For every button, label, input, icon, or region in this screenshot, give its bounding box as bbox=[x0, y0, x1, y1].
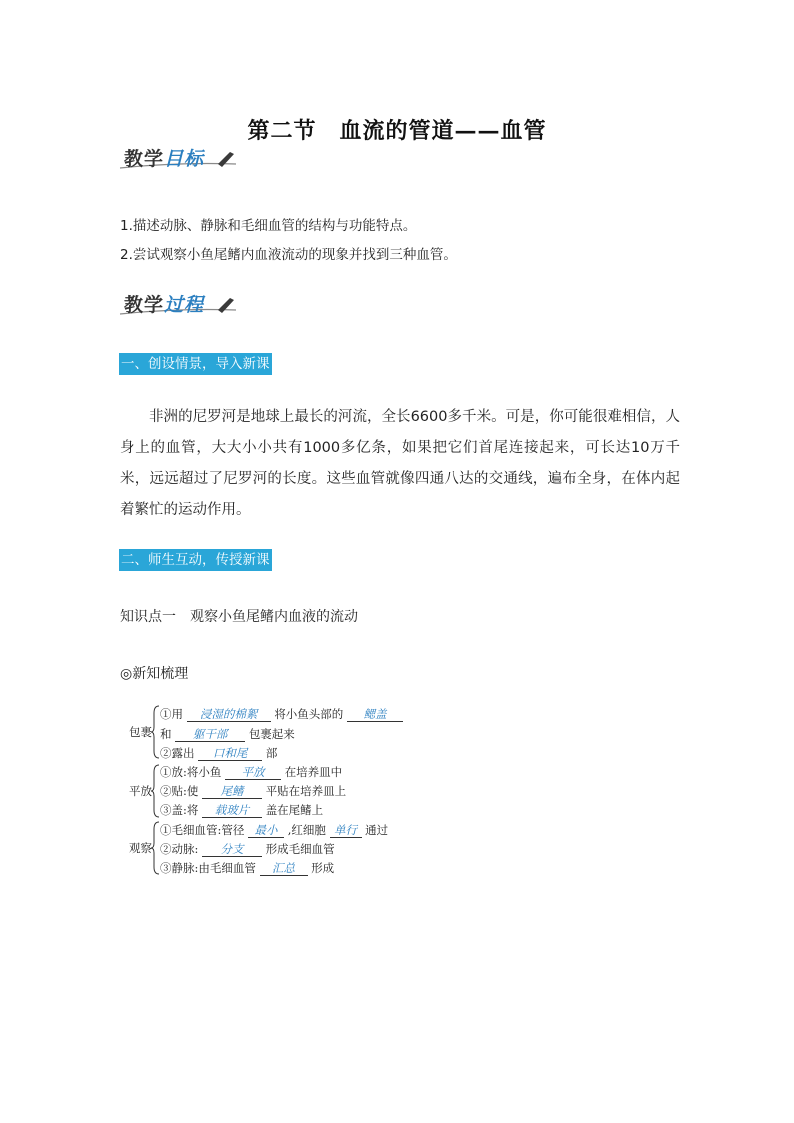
answer-blank: 汇总 bbox=[260, 861, 308, 876]
diagram-row: ②露出 口和尾 部 bbox=[160, 746, 278, 760]
new-knowledge-heading: ◎新知梳理 bbox=[120, 666, 189, 682]
answer-blank: 口和尾 bbox=[198, 746, 262, 761]
diagram-row: ①用 浸湿的棉絮 将小鱼头部的 鳃盖 bbox=[160, 706, 403, 722]
answer-blank: 载玻片 bbox=[202, 803, 262, 818]
diagram-row: ①毛细血管:管径 最小 ,红细胞 单行 通过 bbox=[160, 823, 389, 837]
page-title: 第二节 血流的管道——血管 bbox=[247, 118, 547, 144]
badge-text-part1: 教学 bbox=[124, 148, 165, 170]
objective-2: 2.尝试观察小鱼尾鳍内血液流动的现象并找到三种血管。 bbox=[120, 247, 457, 263]
group-label: 观察 bbox=[129, 841, 152, 855]
answer-blank: 平放 bbox=[225, 765, 281, 780]
answer-blank: 单行 bbox=[330, 823, 362, 838]
diagram-row: ①放:将小鱼 平放 在培养皿中 bbox=[160, 765, 343, 779]
knowledge-point-title: 知识点一 观察小鱼尾鳍内血液的流动 bbox=[120, 609, 358, 625]
answer-blank: 浸湿的棉絮 bbox=[187, 707, 271, 722]
badge-text-part2: 过程 bbox=[164, 294, 205, 316]
objective-1: 1.描述动脉、静脉和毛细血管的结构与功能特点。 bbox=[120, 218, 417, 234]
diagram-row: ③盖:将 载玻片 盖在尾鳍上 bbox=[160, 803, 324, 817]
answer-blank: 躯干部 bbox=[175, 727, 245, 742]
group-label: 平放 bbox=[129, 784, 152, 798]
section-heading-1: 一、创设情景，导入新课 bbox=[119, 353, 272, 375]
answer-blank: 分支 bbox=[202, 842, 262, 857]
badge-text-part2: 目标 bbox=[164, 148, 205, 170]
diagram-row: ③静脉:由毛细血管 汇总 形成 bbox=[160, 861, 335, 875]
diagram-row: 和 躯干部 包裹起来 bbox=[160, 727, 295, 741]
diagram-row: ②动脉: 分支 形成毛细血管 bbox=[160, 842, 335, 856]
diagram-row: ②贴:使 尾鳍 平贴在培养皿上 bbox=[160, 784, 347, 798]
answer-blank: 尾鳍 bbox=[202, 784, 262, 799]
badge-text-part1: 教学 bbox=[124, 294, 165, 316]
section-heading-2: 二、师生互动，传授新课 bbox=[119, 549, 272, 571]
intro-paragraph: 非洲的尼罗河是地球上最长的河流，全长6600多千米。可是，你可能很难相信，人身上的血管，大大小小共有1000多亿条，如果把它们首尾连接起来，可长达10万千米，远远超过了尼罗河的长度。这些血管就像四通八达的交通线，遍布全身，在体内起着繁忙的运动作用。 bbox=[120, 409, 680, 518]
group-label: 包裹 bbox=[129, 725, 152, 739]
answer-blank: 最小 bbox=[248, 823, 284, 838]
answer-blank: 鳃盖 bbox=[347, 707, 403, 722]
